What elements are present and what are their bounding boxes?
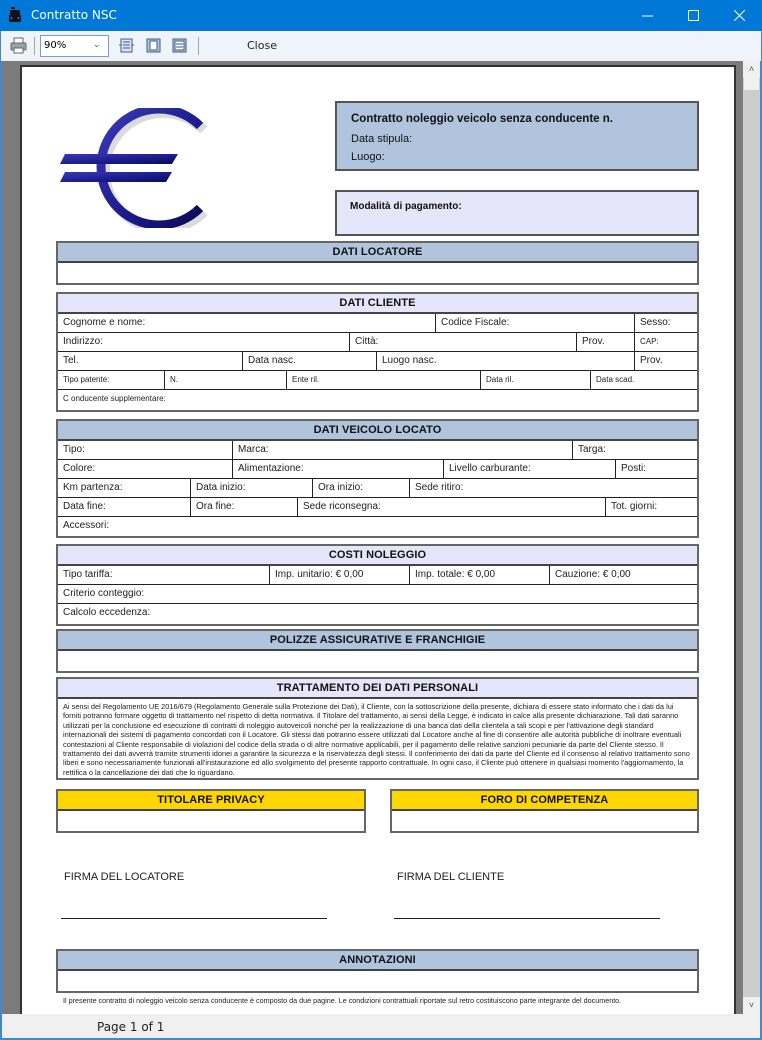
livello-carburante-field[interactable]: Livello carburante: bbox=[443, 460, 615, 478]
firma-cliente-line bbox=[394, 918, 660, 919]
minimize-button[interactable] bbox=[624, 0, 670, 31]
firma-locatore-label: FIRMA DEL LOCATORE bbox=[64, 871, 185, 883]
single-page-icon[interactable] bbox=[146, 38, 161, 53]
targa-field[interactable]: Targa: bbox=[572, 441, 697, 459]
veicolo-row-2 bbox=[58, 460, 697, 479]
fit-width-icon[interactable] bbox=[119, 38, 134, 53]
scrollbar-thumb[interactable] bbox=[744, 78, 759, 90]
firma-cliente-label: FIRMA DEL CLIENTE bbox=[397, 871, 505, 883]
section-title: COSTI NOLEGGIO bbox=[58, 546, 697, 566]
euro-logo bbox=[60, 108, 210, 228]
contract-title: Contratto noleggio veicolo senza conducente n. bbox=[351, 113, 613, 125]
payment-method-label: Modalità di pagamento: bbox=[350, 201, 462, 212]
scroll-down-icon[interactable]: ˅ bbox=[743, 997, 760, 1014]
polizze-field[interactable] bbox=[58, 651, 697, 671]
toolbar-separator bbox=[198, 37, 199, 55]
costi-row-2 bbox=[58, 585, 697, 604]
title-bar bbox=[0, 0, 762, 31]
payment-box bbox=[335, 190, 699, 236]
close-window-button[interactable] bbox=[716, 0, 762, 31]
veicolo-row-4 bbox=[58, 498, 697, 517]
section-titolare-privacy bbox=[56, 789, 366, 833]
data-nasc-field[interactable]: Data nasc. bbox=[242, 352, 376, 370]
maximize-icon bbox=[688, 10, 699, 21]
minimize-icon bbox=[642, 10, 653, 21]
imp-totale-field[interactable]: Imp. totale: € 0,00 bbox=[409, 566, 549, 584]
section-title: TITOLARE PRIVACY bbox=[58, 791, 364, 811]
citta-field[interactable]: Città: bbox=[349, 333, 576, 351]
sesso-field[interactable]: Sesso: bbox=[634, 314, 697, 332]
annotazioni-field[interactable] bbox=[58, 971, 697, 991]
imp-unitario-field[interactable]: Imp. unitario: € 0,00 bbox=[269, 566, 409, 584]
prov-field[interactable]: Prov. bbox=[576, 333, 634, 351]
tipo-patente-field[interactable]: Tipo patente: bbox=[63, 375, 110, 384]
printer-icon[interactable] bbox=[10, 37, 27, 54]
titolare-privacy-field[interactable] bbox=[58, 811, 364, 831]
cliente-row-1 bbox=[58, 314, 697, 333]
veicolo-row-3 bbox=[58, 479, 697, 498]
tipo-tariffa-field[interactable]: Tipo tariffa: bbox=[63, 569, 113, 580]
costi-row-1 bbox=[58, 566, 697, 585]
sede-ritiro-field[interactable]: Sede ritiro: bbox=[409, 479, 697, 497]
zoom-value: 90% bbox=[44, 40, 67, 51]
cognome-nome-field[interactable]: Cognome e nome: bbox=[63, 317, 146, 328]
data-fine-field[interactable]: Data fine: bbox=[63, 501, 106, 512]
tel-field[interactable]: Tel. bbox=[63, 355, 79, 366]
veicolo-row-5 bbox=[58, 517, 697, 536]
tot-giorni-field[interactable]: Tot. giorni: bbox=[605, 498, 697, 516]
contract-header-box bbox=[335, 101, 699, 171]
section-polizze bbox=[56, 629, 699, 673]
conducente-supplementare-field[interactable]: C onducente supplementare: bbox=[63, 394, 166, 403]
alimentazione-field[interactable]: Alimentazione: bbox=[232, 460, 443, 478]
maximize-button[interactable] bbox=[670, 0, 716, 31]
data-stipula-label: Data stipula: bbox=[351, 133, 413, 145]
cauzione-field[interactable]: Cauzione: € 0,00 bbox=[549, 566, 697, 584]
numero-patente-field[interactable]: N. bbox=[164, 371, 286, 389]
luogo-label: Luogo: bbox=[351, 151, 385, 163]
prov-nasc-field[interactable]: Prov. bbox=[634, 352, 697, 370]
ora-inizio-field[interactable]: Ora inizio: bbox=[312, 479, 409, 497]
car-icon bbox=[8, 7, 22, 24]
section-title: POLIZZE ASSICURATIVE E FRANCHIGIE bbox=[58, 631, 697, 651]
ora-fine-field[interactable]: Ora fine: bbox=[190, 498, 297, 516]
tipo-field[interactable]: Tipo: bbox=[63, 444, 85, 455]
firma-locatore-line bbox=[61, 918, 327, 919]
section-title: DATI LOCATORE bbox=[58, 243, 697, 263]
calcolo-eccedenza-field[interactable]: Calcolo eccedenza: bbox=[63, 607, 151, 618]
cap-field[interactable]: CAP: bbox=[634, 333, 697, 351]
foro-competenza-field[interactable] bbox=[392, 811, 697, 831]
indirizzo-field[interactable]: Indirizzo: bbox=[63, 336, 104, 347]
section-cliente bbox=[56, 292, 699, 412]
section-title: ANNOTAZIONI bbox=[58, 951, 697, 971]
close-preview-button[interactable]: Close bbox=[247, 39, 277, 52]
toolbar bbox=[0, 31, 762, 61]
chevron-down-icon: ⌄ bbox=[93, 39, 101, 49]
section-title: FORO DI COMPETENZA bbox=[392, 791, 697, 811]
cliente-row-2 bbox=[58, 333, 697, 352]
section-title: DATI CLIENTE bbox=[58, 294, 697, 314]
section-locatore bbox=[56, 241, 699, 285]
sede-riconsegna-field[interactable]: Sede riconsegna: bbox=[297, 498, 605, 516]
page-indicator: Page 1 of 1 bbox=[97, 1020, 165, 1034]
section-annotazioni bbox=[56, 949, 699, 993]
ente-ril-field[interactable]: Ente ril. bbox=[286, 371, 480, 389]
section-title: TRATTAMENTO DEI DATI PERSONALI bbox=[58, 679, 697, 699]
section-privacy bbox=[56, 677, 699, 780]
costi-row-3 bbox=[58, 604, 697, 624]
locatore-field[interactable] bbox=[58, 263, 697, 283]
posti-field[interactable]: Posti: bbox=[615, 460, 697, 478]
luogo-nasc-field[interactable]: Luogo nasc. bbox=[376, 352, 634, 370]
km-partenza-field[interactable]: Km partenza: bbox=[63, 482, 123, 493]
footnote: Il presente contratto di noleggio veicolo senza conducente è composto da due pagine. Le condizioni contrattuali riportate sul retro costituiscono parte integrante del documento. bbox=[63, 996, 622, 1005]
veicolo-row-1 bbox=[58, 441, 697, 460]
privacy-text: Ai sensi del Regolamento UE 2016/679 (Regolamento Generale sulla Protezione dei Dati), il Cliente, con la sottoscrizione della presente, dichiara di essere stato informato che i dati da lui forniti potranno formare oggetto di trattamento nel rispetto di detta normativa. Il Titolare del trattamento, ai sensi della Legge, è indicato in calce alla presente dichiarazione. Tali dati saranno utilizzati per la conclusione ed esecuzione di contratti di noleggio autoveicoli nonché per la realizzazione di una banca dati della clientela a tali scopi e per l'attivazione degli standard internazionali dei sistemi di pagamento concordati con il Locatore. Gli stessi dati potranno essere utilizzati dal Locatore anche al fine di consentire alle autorità pubbliche di inoltrare eventuali contestazioni al Cliente responsabile di violazioni del codice della strada o di altre normative applicabili, per il pagamento delle relative sanzioni pecuniarie da parte del Cliente stesso. Il trattamento dei dati avverrà tramite strumenti idonei a garantire la sicurezza e la riservatezza degli stessi. Il conferimento dei dati da parte del Cliente ed il consenso al relativo trattamento sono liberi e sono necessariamente funzionali all'instaurazione ed allo svolgimento del presente rapporto contrattuale. In ogni caso, il Cliente può ottenere in qualsiasi momento l'aggiornamento, la rettifica o la cancellazione dei dati che lo riguardano. bbox=[63, 702, 690, 777]
page-view-icon[interactable] bbox=[172, 38, 187, 53]
section-title: DATI VEICOLO LOCATO bbox=[58, 421, 697, 441]
scroll-up-icon[interactable]: ˄ bbox=[743, 61, 760, 78]
accessori-field[interactable]: Accessori: bbox=[63, 520, 110, 531]
data-scad-field[interactable]: Data scad. bbox=[590, 371, 697, 389]
vertical-scrollbar[interactable] bbox=[743, 61, 760, 1014]
toolbar-separator bbox=[34, 37, 35, 55]
zoom-select[interactable] bbox=[40, 35, 109, 57]
marca-field[interactable]: Marca: bbox=[232, 441, 572, 459]
status-bar bbox=[0, 1014, 762, 1040]
window-title: Contratto NSC bbox=[31, 8, 117, 22]
cliente-row-3 bbox=[58, 352, 697, 371]
data-ril-field[interactable]: Data ril. bbox=[480, 371, 590, 389]
section-foro-competenza bbox=[390, 789, 699, 833]
section-costi bbox=[56, 544, 699, 626]
data-inizio-field[interactable]: Data inizio: bbox=[190, 479, 312, 497]
codice-fiscale-field[interactable]: Codice Fiscale: bbox=[435, 314, 634, 332]
criterio-conteggio-field[interactable]: Criterio conteggio: bbox=[63, 588, 145, 599]
close-icon bbox=[734, 10, 745, 21]
section-veicolo bbox=[56, 419, 699, 538]
cliente-row-4 bbox=[58, 371, 697, 390]
cliente-row-5 bbox=[58, 390, 697, 410]
colore-field[interactable]: Colore: bbox=[63, 463, 96, 474]
